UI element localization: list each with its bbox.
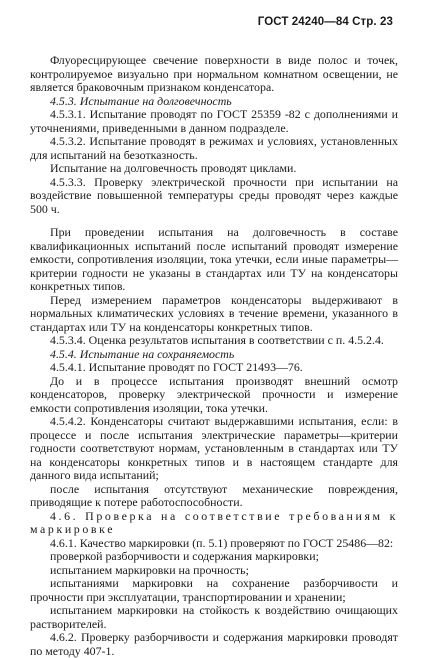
section-heading-marking: 4.6. Проверка на соответствие требованиям к маркировке	[30, 508, 398, 536]
paragraph: Испытание на долговечность проводят циклами.	[50, 161, 297, 175]
paragraph: 4.5.3.2. Испытание проводят в режимах и условиях, установленных для испытаний на безотказность.	[30, 134, 398, 162]
paragraph: Флуоресцирующее свечение поверхности в виде полос и точек, контролируемое визуально при нормальном комнатном освещении, не является браковочным признаком конденсатора.	[30, 53, 398, 94]
paragraph: испытанием маркировки на стойкость к воздействию очищающих растворителей.	[30, 603, 398, 631]
section-heading-storage: 4.5.4. Испытание на сохраняемость	[50, 346, 235, 361]
paragraph: 4.5.4.2. Конденсаторы считают выдержавшими испытания, если: в процессе и после испытания электрические параметры—критерии годности соответствуют нормам, установленным в стандартах или ТУ на конденсаторы конкретных типов и в настоящем стандарте для данного вида испытаний;	[30, 414, 398, 482]
paragraph: 4.5.3.1. Испытание проводят по ГОСТ 25359 -82 с дополнениями и уточнениями, приведенными в данном подразделе.	[30, 107, 398, 135]
paragraph: До и в процессе испытания производят внешний осмотр конденсаторов, проверку электрической прочности и измерение емкости сопротивления изоляции, тока утечки.	[30, 373, 398, 415]
paragraph: 4.5.4.1. Испытание проводят по ГОСТ 21493—76.	[50, 360, 303, 374]
paragraph: испытаниями маркировки на сохранение разборчивости и прочности при эксплуатации, транспортировании и хранении;	[30, 576, 398, 604]
paragraph: 4.6.1. Качество маркировки (п. 5.1) проверяют по ГОСТ 25486—82:	[50, 535, 394, 550]
paragraph: после испытания отсутствуют механические повреждения, приводящие к потере работоспособности.	[30, 481, 398, 509]
paragraph: 4.6.2. Проверку разборчивости и содержания маркировки проводят по методу 407-1.	[30, 630, 398, 658]
paragraph: 4.5.3.3. Проверку электрической прочности при испытании на воздействие повышенной температуры среды проводят через каждые 500 ч.	[30, 174, 398, 216]
paragraph: проверкой разборчивости и содержания маркировки;	[50, 549, 319, 563]
paragraph: 4.5.3.4. Оценка результатов испытания в соответствии с п. 4.5.2.4.	[50, 333, 384, 347]
section-heading-longevity: 4.5.3. Испытание на долговечность	[50, 93, 232, 108]
page-header: ГОСТ 24240—84 Стр. 23	[257, 16, 393, 28]
paragraph: При проведении испытания на долговечность в составе квалификационных испытаний после испытаний проводят измерение емкости, сопротивления изоляции, тока утечки, если иные параметры—критерии годности не указаны в стандартах или ТУ на конденсаторы конкретных типов.	[30, 225, 398, 293]
paragraph: испытанием маркировки на прочность;	[50, 562, 249, 577]
paragraph: Перед измерением параметров конденсаторы выдерживают в нормальных климатических условиях в течение времени, указанного в стандартах или ТУ на конденсаторы конкретных типов.	[30, 292, 398, 334]
document-body	[30, 54, 398, 658]
